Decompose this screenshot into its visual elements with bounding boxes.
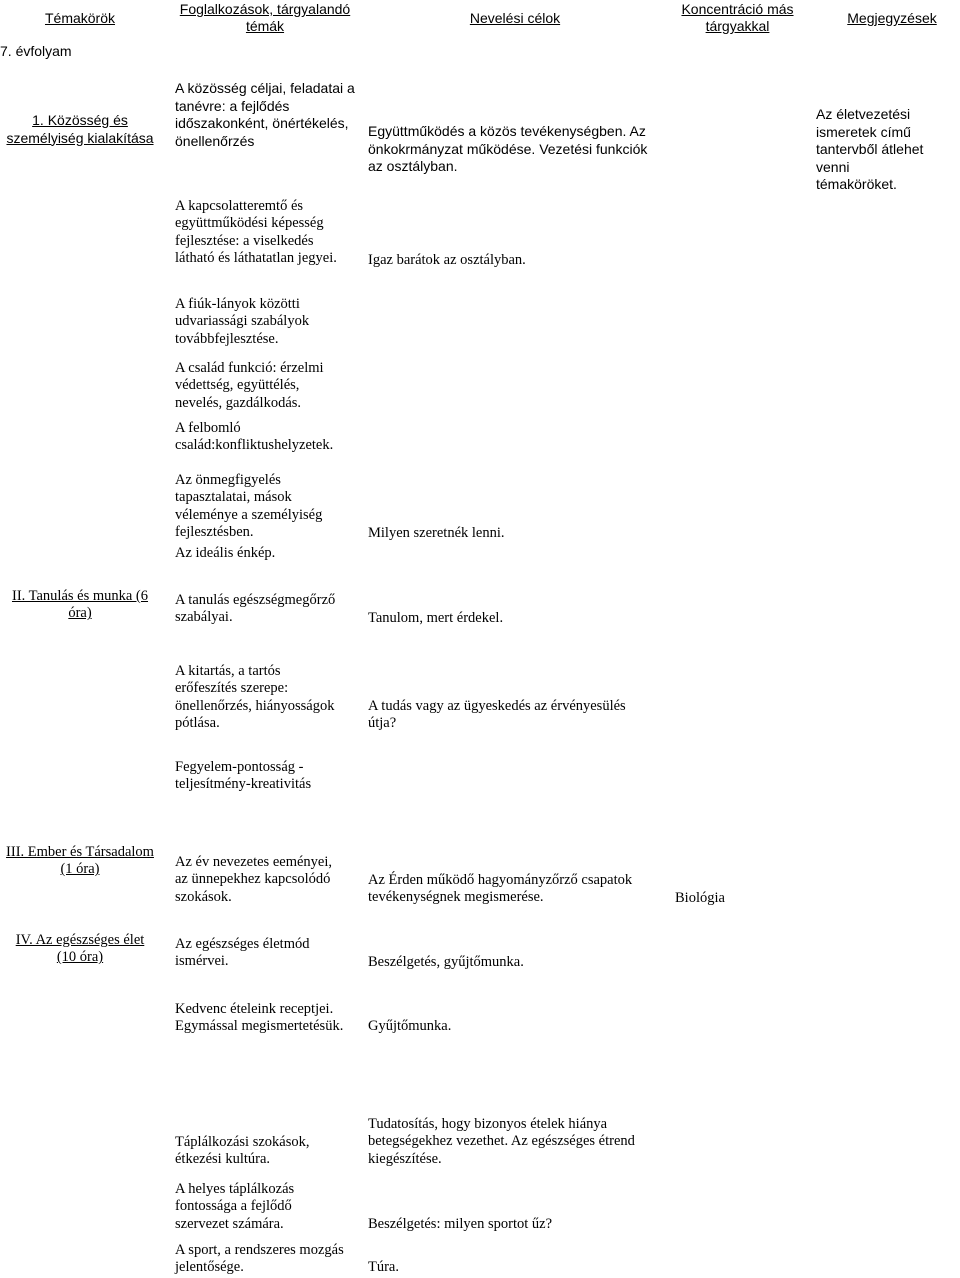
goal-item: Igaz barátok az osztályban. xyxy=(368,252,526,268)
topic-4: IV. Az egészséges élet (10 óra) xyxy=(15,932,145,966)
goal-item: Gyűjtőmunka. xyxy=(368,1018,452,1034)
grade-label: 7. évfolyam xyxy=(0,43,72,59)
activity-item: Táplálkozási szokások, étkezési kultúra. xyxy=(175,1134,310,1168)
activity-item: Az önmegfigyelés tapasztalatai, mások véleménye a személyiség fejlesztésben. xyxy=(175,472,323,541)
header-topics: Témakörök xyxy=(44,10,116,26)
activity-item: Kedvenc ételeink receptjei. Egymással megismertetésük. xyxy=(175,1001,344,1035)
activity-item: Az ideális énkép. xyxy=(175,545,276,561)
header-concentration: Koncentráció más tárgyakkal xyxy=(681,1,794,34)
activity-item: Az év nevezetes eeményei, az ünnepekhez kapcsolódó szokások. xyxy=(175,854,332,905)
activity-item: A helyes táplálkozás fontossága a fejlődő szervezet számára. xyxy=(175,1181,295,1232)
activity-item: A kapcsolatteremtő és együttműködési képesség fejlesztése: a viselkedés látható és láthatatlan jegyei. xyxy=(175,198,337,267)
activity-item: Az egészséges életmód ismérvei. xyxy=(175,936,310,970)
goal-item: Az Érden működő hagyományzőrző csapatok tevékenységnek megismerése. xyxy=(368,872,633,906)
concentration-item: Biológia xyxy=(675,890,725,906)
activity-item: A sport, a rendszeres mozgás jelentősége. xyxy=(175,1242,344,1276)
activity-item: A kitartás, a tartós erőfeszítés szerepe: önellenőrzés, hiányosságok pótlása. xyxy=(175,663,335,732)
header-activities: Foglalkozások, tárgyalandó témák xyxy=(179,1,351,34)
header-remarks: Megjegyzések xyxy=(847,10,937,26)
goal-item: Túra. xyxy=(368,1259,399,1275)
goal-item: Tudatosítás, hogy bizonyos ételek hiánya betegségekhez vezethet. Az egészséges étrend kiegészítése. xyxy=(368,1116,635,1167)
activity-item: A felbomló család:konfliktushelyzetek. xyxy=(175,420,334,454)
topic-2: II. Tanulás és munka (6 óra) xyxy=(11,588,149,622)
goal-item: Tanulom, mert érdekel. xyxy=(368,610,504,626)
goal-item: A tudás vagy az ügyeskedés az érvényesülés útja? xyxy=(368,698,626,732)
activity-item: A fiúk-lányok közötti udvariassági szabályok továbbfejlesztése. xyxy=(175,296,310,347)
activity-item: Fegyelem-pontosság - teljesítmény-kreativitás xyxy=(175,759,312,793)
goal-item: Együttműködés a közös tevékenységben. Az önkokrmányzat működése. Vezetési funkciók az osztályban. xyxy=(368,123,648,174)
topic-3: III. Ember és Társadalom (1 óra) xyxy=(6,844,154,878)
remark-item: Az életvezetési ismeretek című tantervből átlehet venni témaköröket. xyxy=(816,106,924,192)
activity-item: A család funkció: érzelmi védettség, együttélés, nevelés, gazdálkodás. xyxy=(175,360,324,411)
header-goals: Nevelési célok xyxy=(469,10,561,26)
activity-item: A tanulás egészségmegőrző szabályai. xyxy=(175,592,336,626)
goal-item: Milyen szeretnék lenni. xyxy=(368,525,505,541)
activity-item: A közösség céljai, feladatai a tanévre: a fejlődés időszakonként, önértékelés, önellenőrzés xyxy=(175,80,355,149)
goal-item: Beszélgetés: milyen sportot űz? xyxy=(368,1216,553,1232)
topic-1: 1. Közösség és személyiség kialakítása xyxy=(6,112,154,146)
goal-item: Beszélgetés, gyűjtőmunka. xyxy=(368,954,524,970)
